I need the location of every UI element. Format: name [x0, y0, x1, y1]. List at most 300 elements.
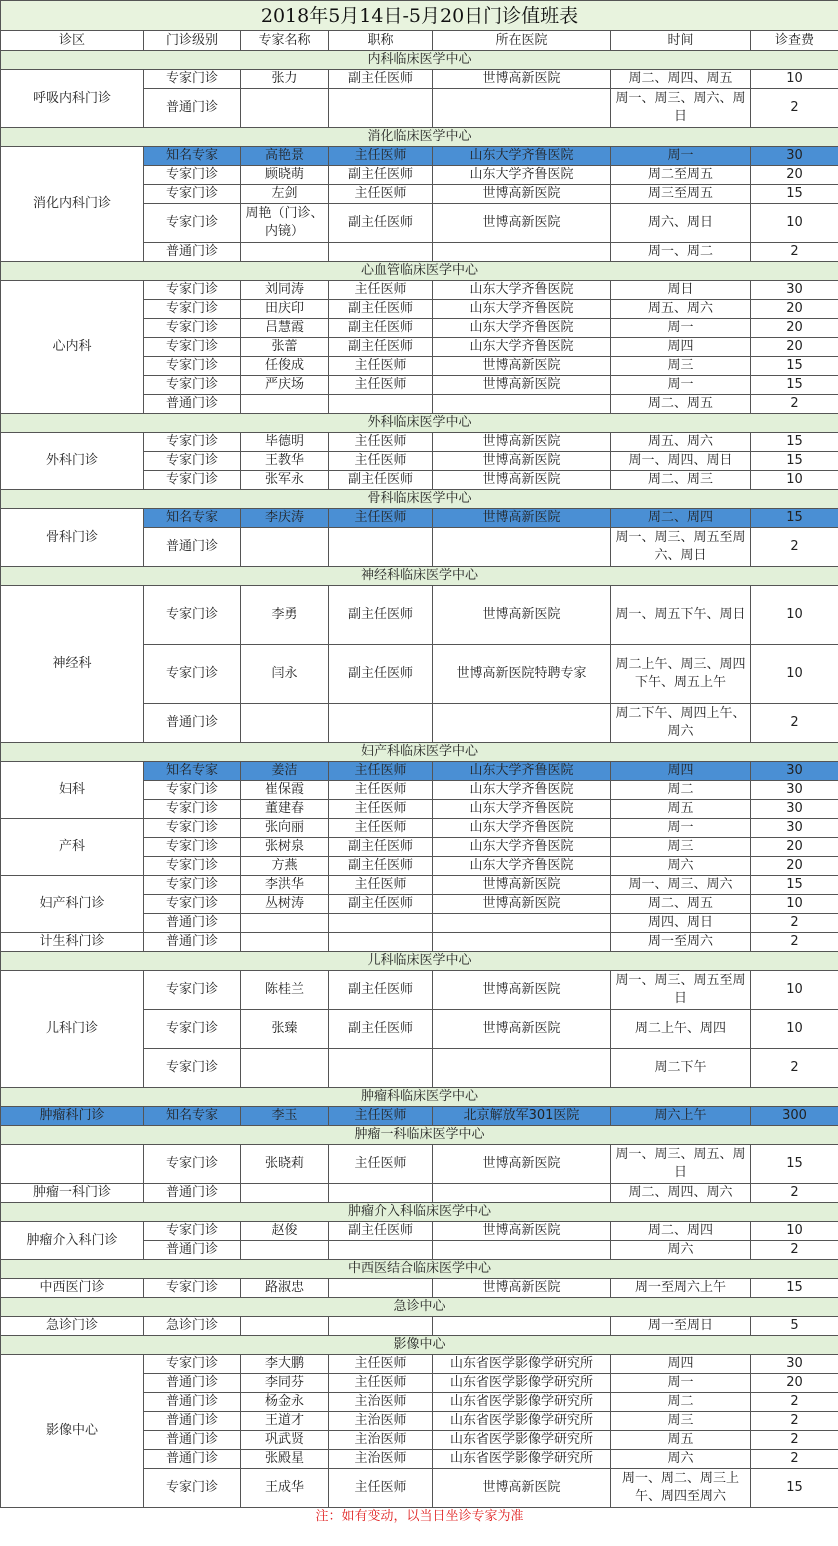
time-cell: 周一至周六上午: [611, 1279, 751, 1298]
level-cell: 专家门诊: [144, 819, 241, 838]
fee-cell: 15: [751, 509, 838, 528]
hospital-cell: 山东省医学影像学研究所: [433, 1355, 611, 1374]
hospital-cell: 世博高新医院: [433, 1469, 611, 1508]
table-row: [1, 1355, 838, 1374]
time-cell: 周二、周五: [611, 395, 751, 414]
level-cell: 普通门诊: [144, 243, 241, 262]
table-row: [1, 586, 838, 645]
expert-cell: 刘同涛: [241, 281, 329, 300]
title-cell: 副主任医师: [329, 586, 433, 645]
expert-cell: [241, 395, 329, 414]
fee-cell: 5: [751, 1317, 838, 1336]
title-cell: 主任医师: [329, 185, 433, 204]
fee-cell: 2: [751, 704, 838, 743]
level-cell: 普通门诊: [144, 1184, 241, 1203]
expert-cell: 张向丽: [241, 819, 329, 838]
area-cell: 呼吸内科门诊: [1, 70, 144, 128]
level-cell: 专家门诊: [144, 300, 241, 319]
title-cell: 主任医师: [329, 800, 433, 819]
hospital-cell: 世博高新医院: [433, 1279, 611, 1298]
level-cell: 普通门诊: [144, 914, 241, 933]
time-cell: 周一、周三、周五至周六、周日: [611, 528, 751, 567]
hospital-cell: 山东大学齐鲁医院: [433, 762, 611, 781]
title-cell: 主任医师: [329, 819, 433, 838]
level-cell: 专家门诊: [144, 376, 241, 395]
title-cell: 副主任医师: [329, 857, 433, 876]
area-cell: 中西医门诊: [1, 1279, 144, 1298]
hospital-cell: 山东大学齐鲁医院: [433, 281, 611, 300]
time-cell: 周二: [611, 1393, 751, 1412]
hospital-cell: 山东大学齐鲁医院: [433, 838, 611, 857]
title-cell: 副主任医师: [329, 971, 433, 1010]
level-cell: 专家门诊: [144, 800, 241, 819]
fee-cell: 10: [751, 645, 838, 704]
expert-cell: 李大鹏: [241, 1355, 329, 1374]
hospital-cell: [433, 1317, 611, 1336]
fee-cell: 300: [751, 1107, 838, 1126]
area-cell: 神经科: [1, 586, 144, 743]
table-row: [1, 281, 838, 300]
expert-cell: [241, 704, 329, 743]
table-row: [1, 933, 838, 952]
title-cell: [329, 1241, 433, 1260]
level-cell: 普通门诊: [144, 1393, 241, 1412]
fee-cell: 2: [751, 1049, 838, 1088]
level-cell: 专家门诊: [144, 281, 241, 300]
level-cell: 普通门诊: [144, 1431, 241, 1450]
time-cell: 周一、周三、周五至周日: [611, 971, 751, 1010]
level-cell: 普通门诊: [144, 395, 241, 414]
table-row: [1, 762, 838, 781]
fee-cell: 2: [751, 1184, 838, 1203]
section-header: 儿科临床医学中心: [1, 952, 838, 971]
title-cell: 主任医师: [329, 1145, 433, 1184]
area-cell: 急诊门诊: [1, 1317, 144, 1336]
time-cell: 周一、周三、周五、周日: [611, 1145, 751, 1184]
level-cell: 专家门诊: [144, 185, 241, 204]
fee-cell: 30: [751, 819, 838, 838]
section-header: 骨科临床医学中心: [1, 490, 838, 509]
hospital-cell: [433, 1241, 611, 1260]
title-cell: [329, 243, 433, 262]
hospital-cell: 世博高新医院: [433, 204, 611, 243]
hospital-cell: 山东省医学影像学研究所: [433, 1450, 611, 1469]
hospital-cell: 世博高新医院: [433, 586, 611, 645]
level-cell: 专家门诊: [144, 1145, 241, 1184]
section-header: 肿瘤一科临床医学中心: [1, 1126, 838, 1145]
title-cell: 主任医师: [329, 433, 433, 452]
title-cell: 副主任医师: [329, 300, 433, 319]
fee-cell: 2: [751, 1241, 838, 1260]
expert-cell: 田庆印: [241, 300, 329, 319]
expert-cell: [241, 89, 329, 128]
table-row: [1, 1184, 838, 1203]
hospital-cell: 世博高新医院: [433, 895, 611, 914]
title-cell: 主治医师: [329, 1450, 433, 1469]
header-hospital: 所在医院: [433, 31, 611, 51]
expert-cell: 张力: [241, 70, 329, 89]
time-cell: 周二、周五: [611, 895, 751, 914]
time-cell: 周四: [611, 338, 751, 357]
level-cell: 专家门诊: [144, 857, 241, 876]
hospital-cell: 世博高新医院: [433, 509, 611, 528]
expert-cell: 李勇: [241, 586, 329, 645]
area-cell: 肿瘤科门诊: [1, 1107, 144, 1126]
level-cell: 专家门诊: [144, 357, 241, 376]
section-header: 影像中心: [1, 1336, 838, 1355]
level-cell: 专家门诊: [144, 70, 241, 89]
title-cell: [329, 1317, 433, 1336]
expert-cell: 张树泉: [241, 838, 329, 857]
time-cell: 周六: [611, 1450, 751, 1469]
title-cell: 主治医师: [329, 1393, 433, 1412]
expert-cell: 李玉: [241, 1107, 329, 1126]
header-fee: 诊查费: [751, 31, 838, 51]
hospital-cell: 山东省医学影像学研究所: [433, 1393, 611, 1412]
level-cell: 知名专家: [144, 1107, 241, 1126]
table-title: 2018年5月14日-5月20日门诊值班表: [1, 1, 838, 31]
area-cell: 心内科: [1, 281, 144, 414]
fee-cell: 2: [751, 528, 838, 567]
time-cell: 周四、周日: [611, 914, 751, 933]
expert-cell: 任俊成: [241, 357, 329, 376]
level-cell: 专家门诊: [144, 1469, 241, 1508]
expert-cell: 顾晓萌: [241, 166, 329, 185]
expert-cell: 巩武贤: [241, 1431, 329, 1450]
expert-cell: 王成华: [241, 1469, 329, 1508]
fee-cell: 20: [751, 300, 838, 319]
section-header: 心血管临床医学中心: [1, 262, 838, 281]
level-cell: 专家门诊: [144, 1010, 241, 1049]
hospital-cell: 世博高新医院: [433, 876, 611, 895]
time-cell: 周一至周六: [611, 933, 751, 952]
hospital-cell: [433, 1184, 611, 1203]
expert-cell: 丛树涛: [241, 895, 329, 914]
hospital-cell: [433, 89, 611, 128]
hospital-cell: 世博高新医院: [433, 1010, 611, 1049]
hospital-cell: 山东大学齐鲁医院: [433, 819, 611, 838]
level-cell: 专家门诊: [144, 204, 241, 243]
fee-cell: 30: [751, 762, 838, 781]
area-cell: 计生科门诊: [1, 933, 144, 952]
level-cell: 知名专家: [144, 147, 241, 166]
title-cell: 副主任医师: [329, 645, 433, 704]
fee-cell: 10: [751, 895, 838, 914]
level-cell: 普通门诊: [144, 1241, 241, 1260]
level-cell: 普通门诊: [144, 1374, 241, 1393]
title-cell: 主治医师: [329, 1412, 433, 1431]
hospital-cell: 山东省医学影像学研究所: [433, 1431, 611, 1450]
table-row: [1, 147, 838, 166]
fee-cell: 2: [751, 914, 838, 933]
level-cell: 专家门诊: [144, 452, 241, 471]
time-cell: 周二上午、周四: [611, 1010, 751, 1049]
time-cell: 周一、周二、周三上午、周四至周六: [611, 1469, 751, 1508]
expert-cell: 严庆场: [241, 376, 329, 395]
expert-cell: [241, 243, 329, 262]
level-cell: 专家门诊: [144, 319, 241, 338]
expert-cell: 方燕: [241, 857, 329, 876]
level-cell: 专家门诊: [144, 781, 241, 800]
expert-cell: 左剑: [241, 185, 329, 204]
hospital-cell: 世博高新医院: [433, 452, 611, 471]
expert-cell: [241, 914, 329, 933]
title-cell: 副主任医师: [329, 166, 433, 185]
fee-cell: 20: [751, 1374, 838, 1393]
time-cell: 周一: [611, 1374, 751, 1393]
fee-cell: 20: [751, 857, 838, 876]
time-cell: 周一至周日: [611, 1317, 751, 1336]
time-cell: 周二、周三: [611, 471, 751, 490]
time-cell: 周二下午: [611, 1049, 751, 1088]
fee-cell: 20: [751, 319, 838, 338]
title-cell: 副主任医师: [329, 1222, 433, 1241]
time-cell: 周二、周四: [611, 509, 751, 528]
title-cell: 主任医师: [329, 781, 433, 800]
time-cell: 周六、周日: [611, 204, 751, 243]
section-header: 妇产科临床医学中心: [1, 743, 838, 762]
level-cell: 专家门诊: [144, 586, 241, 645]
title-cell: 主治医师: [329, 1431, 433, 1450]
area-cell: 产科: [1, 819, 144, 876]
time-cell: 周四: [611, 762, 751, 781]
time-cell: 周二、周四、周六: [611, 1184, 751, 1203]
expert-cell: [241, 933, 329, 952]
title-cell: 主任医师: [329, 509, 433, 528]
level-cell: 普通门诊: [144, 933, 241, 952]
section-header: 肿瘤科临床医学中心: [1, 1088, 838, 1107]
time-cell: 周一: [611, 319, 751, 338]
hospital-cell: 世博高新医院: [433, 471, 611, 490]
title-cell: 主任医师: [329, 281, 433, 300]
fee-cell: 30: [751, 147, 838, 166]
area-cell: 肿瘤一科门诊: [1, 1184, 144, 1203]
hospital-cell: [433, 704, 611, 743]
level-cell: 专家门诊: [144, 645, 241, 704]
hospital-cell: 山东大学齐鲁医院: [433, 857, 611, 876]
area-cell: 骨科门诊: [1, 509, 144, 567]
time-cell: 周一、周五下午、周日: [611, 586, 751, 645]
title-cell: 主任医师: [329, 452, 433, 471]
expert-cell: 闫永: [241, 645, 329, 704]
title-cell: 副主任医师: [329, 70, 433, 89]
hospital-cell: [433, 243, 611, 262]
area-cell: 肿瘤介入科门诊: [1, 1222, 144, 1260]
fee-cell: 15: [751, 1469, 838, 1508]
fee-cell: 10: [751, 586, 838, 645]
expert-cell: [241, 1184, 329, 1203]
time-cell: 周二上午、周三、周四下午、周五上午: [611, 645, 751, 704]
section-header: 中西医结合临床医学中心: [1, 1260, 838, 1279]
title-cell: 主任医师: [329, 762, 433, 781]
hospital-cell: 世博高新医院: [433, 376, 611, 395]
hospital-cell: [433, 914, 611, 933]
hospital-cell: 山东大学齐鲁医院: [433, 166, 611, 185]
area-cell: 妇产科门诊: [1, 876, 144, 933]
expert-cell: 张殿星: [241, 1450, 329, 1469]
expert-cell: 王教华: [241, 452, 329, 471]
title-cell: 副主任医师: [329, 338, 433, 357]
hospital-cell: 山东大学齐鲁医院: [433, 338, 611, 357]
title-cell: 副主任医师: [329, 319, 433, 338]
time-cell: 周一、周三、周六: [611, 876, 751, 895]
expert-cell: 姜洁: [241, 762, 329, 781]
time-cell: 周六上午: [611, 1107, 751, 1126]
time-cell: 周五: [611, 800, 751, 819]
fee-cell: 10: [751, 1010, 838, 1049]
level-cell: 专家门诊: [144, 838, 241, 857]
time-cell: 周五: [611, 1431, 751, 1450]
level-cell: 普通门诊: [144, 1412, 241, 1431]
time-cell: 周四: [611, 1355, 751, 1374]
expert-cell: 崔保霞: [241, 781, 329, 800]
header-expert: 专家名称: [241, 31, 329, 51]
fee-cell: 2: [751, 1450, 838, 1469]
hospital-cell: 山东省医学影像学研究所: [433, 1412, 611, 1431]
expert-cell: 张臻: [241, 1010, 329, 1049]
header-title: 职称: [329, 31, 433, 51]
fee-cell: 15: [751, 1145, 838, 1184]
hospital-cell: 山东大学齐鲁医院: [433, 147, 611, 166]
section-header: 内科临床医学中心: [1, 51, 838, 70]
time-cell: 周二: [611, 781, 751, 800]
expert-cell: 杨金永: [241, 1393, 329, 1412]
time-cell: 周三: [611, 1412, 751, 1431]
hospital-cell: 山东省医学影像学研究所: [433, 1374, 611, 1393]
fee-cell: 10: [751, 471, 838, 490]
table-row: [1, 971, 838, 1010]
time-cell: 周五、周六: [611, 300, 751, 319]
expert-cell: 赵俊: [241, 1222, 329, 1241]
level-cell: 普通门诊: [144, 1450, 241, 1469]
table-row: [1, 1222, 838, 1241]
expert-cell: 李庆涛: [241, 509, 329, 528]
table-row: [1, 1145, 838, 1184]
time-cell: 周三: [611, 357, 751, 376]
fee-cell: 15: [751, 876, 838, 895]
area-cell: 消化内科门诊: [1, 147, 144, 262]
expert-cell: 路淑忠: [241, 1279, 329, 1298]
table-row: [1, 876, 838, 895]
level-cell: 专家门诊: [144, 471, 241, 490]
title-cell: 主任医师: [329, 1469, 433, 1508]
time-cell: 周二至周五: [611, 166, 751, 185]
expert-cell: 吕慧霞: [241, 319, 329, 338]
area-cell: 妇科: [1, 762, 144, 819]
time-cell: 周一: [611, 147, 751, 166]
title-cell: [329, 1049, 433, 1088]
fee-cell: 10: [751, 971, 838, 1010]
hospital-cell: 世博高新医院: [433, 357, 611, 376]
hospital-cell: [433, 933, 611, 952]
fee-cell: 15: [751, 1279, 838, 1298]
hospital-cell: 世博高新医院: [433, 185, 611, 204]
section-header: 肿瘤介入科临床医学中心: [1, 1203, 838, 1222]
section-header: 神经科临床医学中心: [1, 567, 838, 586]
title-cell: 主任医师: [329, 876, 433, 895]
fee-cell: 2: [751, 933, 838, 952]
title-cell: [329, 933, 433, 952]
level-cell: 知名专家: [144, 509, 241, 528]
title-cell: 副主任医师: [329, 895, 433, 914]
fee-cell: 15: [751, 452, 838, 471]
title-cell: 主任医师: [329, 357, 433, 376]
fee-cell: 15: [751, 357, 838, 376]
fee-cell: 20: [751, 838, 838, 857]
time-cell: 周一: [611, 376, 751, 395]
expert-cell: 陈桂兰: [241, 971, 329, 1010]
fee-cell: 2: [751, 395, 838, 414]
title-cell: [329, 914, 433, 933]
title-cell: [329, 395, 433, 414]
time-cell: 周日: [611, 281, 751, 300]
hospital-cell: 山东大学齐鲁医院: [433, 781, 611, 800]
time-cell: 周三至周五: [611, 185, 751, 204]
hospital-cell: 山东大学齐鲁医院: [433, 300, 611, 319]
header-time: 时间: [611, 31, 751, 51]
title-cell: 主任医师: [329, 1374, 433, 1393]
title-cell: 主任医师: [329, 147, 433, 166]
table-row: [1, 70, 838, 89]
level-cell: 专家门诊: [144, 433, 241, 452]
table-row: [1, 1317, 838, 1336]
time-cell: 周二、周四、周五: [611, 70, 751, 89]
header-area: 诊区: [1, 31, 144, 51]
hospital-cell: 山东大学齐鲁医院: [433, 800, 611, 819]
fee-cell: 2: [751, 89, 838, 128]
fee-cell: 2: [751, 1431, 838, 1450]
table-row: [1, 1279, 838, 1298]
level-cell: 专家门诊: [144, 1355, 241, 1374]
fee-cell: 2: [751, 1393, 838, 1412]
expert-cell: [241, 1049, 329, 1088]
fee-cell: 2: [751, 243, 838, 262]
fee-cell: 30: [751, 1355, 838, 1374]
time-cell: 周五、周六: [611, 433, 751, 452]
level-cell: 普通门诊: [144, 704, 241, 743]
table-row: [1, 819, 838, 838]
area-cell: 影像中心: [1, 1355, 144, 1508]
expert-cell: 毕德明: [241, 433, 329, 452]
fee-cell: 30: [751, 781, 838, 800]
hospital-cell: 世博高新医院特聘专家: [433, 645, 611, 704]
time-cell: 周一: [611, 819, 751, 838]
level-cell: 专家门诊: [144, 971, 241, 1010]
fee-cell: 10: [751, 1222, 838, 1241]
fee-cell: 30: [751, 281, 838, 300]
hospital-cell: 山东大学齐鲁医院: [433, 319, 611, 338]
time-cell: 周三: [611, 838, 751, 857]
time-cell: 周二、周四: [611, 1222, 751, 1241]
expert-cell: 李同芬: [241, 1374, 329, 1393]
expert-cell: 张军永: [241, 471, 329, 490]
level-cell: 专家门诊: [144, 166, 241, 185]
fee-cell: 15: [751, 376, 838, 395]
title-cell: [329, 89, 433, 128]
title-cell: 主任医师: [329, 376, 433, 395]
level-cell: 专家门诊: [144, 1049, 241, 1088]
hospital-cell: [433, 1049, 611, 1088]
hospital-cell: [433, 528, 611, 567]
area-cell: [1, 1145, 144, 1184]
level-cell: 急诊门诊: [144, 1317, 241, 1336]
level-cell: 专家门诊: [144, 876, 241, 895]
time-cell: 周一、周四、周日: [611, 452, 751, 471]
hospital-cell: 北京解放军301医院: [433, 1107, 611, 1126]
table-row: [1, 1107, 838, 1126]
area-cell: 儿科门诊: [1, 971, 144, 1088]
time-cell: 周一、周三、周六、周日: [611, 89, 751, 128]
